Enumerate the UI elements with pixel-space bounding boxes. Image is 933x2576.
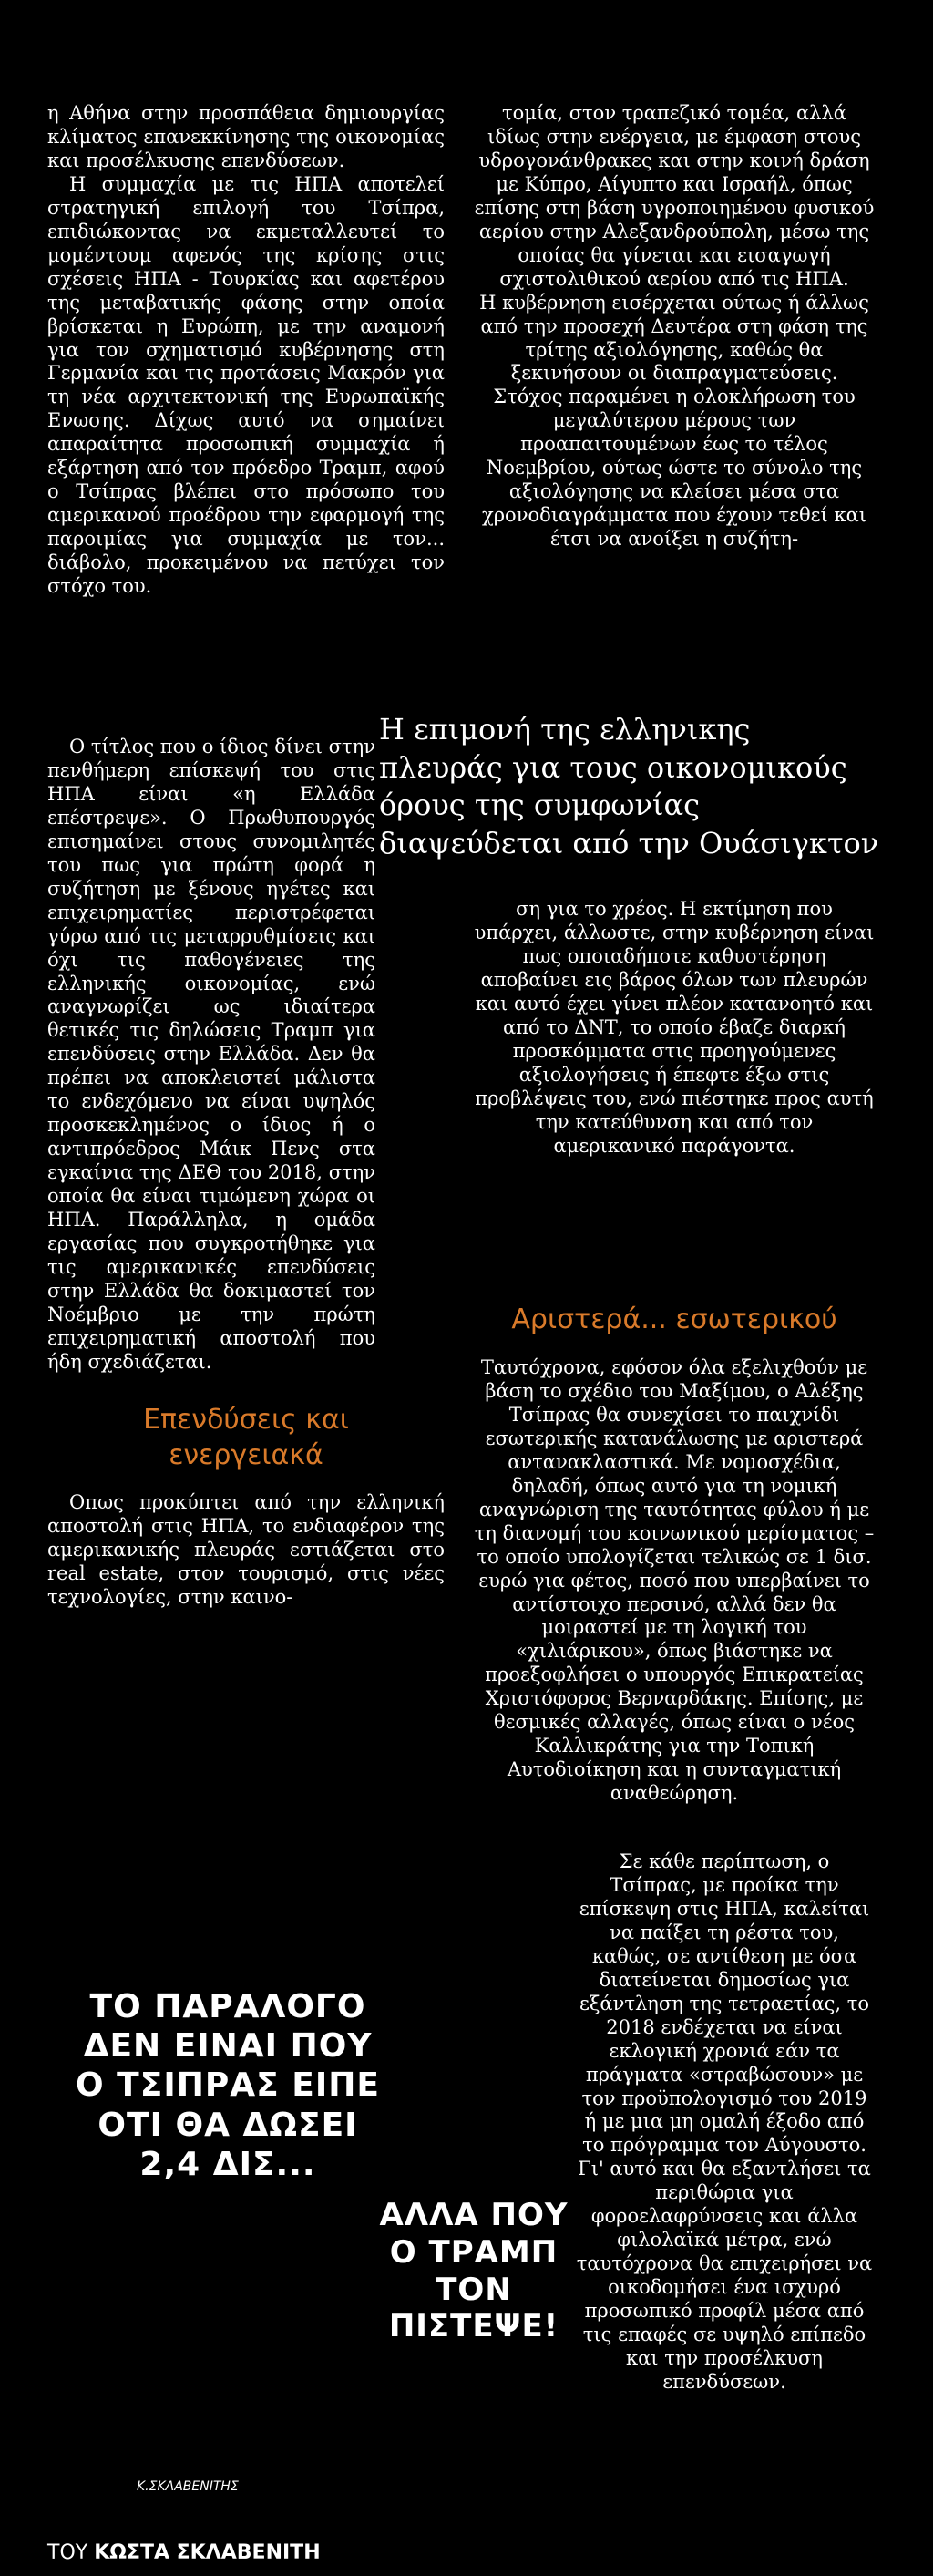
right-column-bottom [474, 1356, 875, 1806]
pull-quote: Η επιμονή της ελληνικης πλευράς για τους οικονομικούς όρους της συμφωνίας διαψεύδεται από την Ουάσιγκτον [379, 712, 879, 860]
bubble-line: ΤΟ ΠΑΡΑΛΟΓΟ [89, 1988, 366, 2025]
right-column-top [474, 102, 875, 551]
bubble-line: Ο ΤΣΙΠΡΑΣ ΕΙΠΕ [76, 2066, 380, 2105]
byline [47, 2541, 321, 2564]
paragraph: τομία, στον τραπεζικό τομέα, αλλά ιδίως στην ενέργεια, με έμφαση στους υδρογονάνθρακες και στην κοινή δράση με Κύπρο, Αίγυπτο και Ισραήλ, όπως επίσης στη βάση υγροποιημένου φυσικού αερίου στην Αλεξανδρούπολη, μέσω της οποίας θα γίνεται και εισαγωγή σχιστολιθικού αερίου από τις ΗΠΑ. [474, 102, 875, 290]
cartoon [36, 1987, 574, 2534]
cartoon-signature: Κ.ΣΚΛΑΒΕΝΙΤΗΣ [137, 2479, 239, 2494]
paragraph: Οπως προκύπτει από την ελληνική αποστολή στις ΗΠΑ, το ενδιαφέρον της αμερικανικής πλευράς εστιάζεται στο real estate, στον τουρισμό, στις νέες τεχνολογίες, στην καινο- [47, 1491, 445, 1608]
subhead-left-domestic: Αριστερά... εσωτερικού [511, 1303, 837, 1335]
left-column-bottom [47, 1491, 445, 1610]
right-column-tail [574, 1850, 875, 2395]
left-column-wrap [47, 736, 375, 1375]
paragraph: Ο τίτλος που ο ίδιος δίνει στην πενθήμερη επίσκεψή του στις ΗΠΑ είναι «η Ελλάδα επέστρεψε». Ο Πρωθυπουργός επισημαίνει στους συνομιλητές του πως για πρώτη φορά η συζήτηση με ξένους ηγέτες και επιχειρηματίες περιστρέφεται γύρω από τις μεταρρυθμίσεις και όχι τις παθογένειες της ελληνικής οικονομίας, ενώ αναγνωρίζει ως ιδιαίτερα θετικές τις δηλώσεις Τραμπ για επενδύσεις στην Ελλάδα. Δεν θα πρέπει να αποκλειστεί μάλιστα το ενδεχόμενο να είναι υψηλός προσκεκλημένος ο ίδιος ή ο αντιπρόεδρος Μάικ Πενς στα εγκαίνια της ΔΕΘ του 2018, στην οποία θα είναι τιμώμενη χώρα οι ΗΠΑ. Παράλληλα, η ομάδα εργασίας που συγκροτήθηκε για τις αμερικανικές επενδύσεις στην Ελλάδα θα δοκιμαστεί τον Νοέμβριο με την πρώτη επιχειρηματική αποστολή που ήδη σχεδιάζεται. [47, 736, 375, 1373]
speech-bubble-left [55, 1987, 401, 2184]
bubble-line: 2,4 ΔΙΣ... [139, 2145, 316, 2183]
byline-author: ΚΩΣΤΑ ΣΚΛΑΒΕΝΙΤΗ [94, 2541, 321, 2564]
bubble-line: Ο ΤΡΑΜΠ [389, 2233, 559, 2271]
right-column-mid [474, 898, 875, 1158]
bubble-line: ΤΟΝ ΠΙΣΤΕΨΕ! [388, 2271, 559, 2345]
speech-bubble-right [364, 2197, 583, 2345]
byline-prefix: ΤΟΥ [47, 2541, 95, 2564]
bubble-line: ΔΕΝ ΕΙΝΑΙ ΠΟΥ [83, 2027, 373, 2066]
paragraph: Η κυβέρνηση εισέρχεται ούτως ή άλλως από την προσεχή Δευτέρα στη φάση της τρίτης αξιολόγησης, καθώς θα ξεκινήσουν οι διαπραγματεύσεις. Στόχος παραμένει η ολοκλήρωση του μεγαλύτερου μέρους των προαπαιτουμένων έως το τέλος Νοεμβρίου, ούτως ώστε το σύνολο της αξιολόγησης να κλείσει μέσα στα χρονοδιαγράμματα που έχουν τεθεί και έτσι να ανοίξει η συζήτη- [479, 291, 869, 551]
paragraph: ση για το χρέος. Η εκτίμηση που υπάρχει, άλλωστε, στην κυβέρνηση είναι πως οποιαδήποτε καθυστέρηση αποβαίνει εις βάρος όλων των πλευρών και αυτό έχει γίνει πλέον κατανοητό και από το ΔΝΤ, το οποίο έβαζε διαρκή προσκόμματα στις προηγούμενες αξιολογήσεις ή έπεφτε έξω στις προβλέψεις του, ενώ πιέστηκε προς αυτή την κατεύθυνση και από τον αμερικανικό παράγοντα. [474, 898, 875, 1157]
paragraph: Ταυτόχρονα, εφόσον όλα εξελιχθούν με βάση το σχέδιο του Μαξίμου, ο Αλέξης Τσίπρας θα συνεχίσει το παιχνίδι εσωτερικής κατανάλωσης με αριστερά αντανακλαστικά. Με νομοσχέδια, δηλαδή, όπως αυτό για τη νομική αναγνώριση της ταυτότητας φύλου ή με τη διανομή του κοινωνικού μερίσματος – το οποίο υπολογίζεται τελικώς σε 1 δισ. ευρώ για φέτος, ποσό που υπερβαίνει το αντίστοιχο περσινό, αλλά δεν θα μοιραστεί με τη λογική του «χιλιάρικου», όπως βιάστηκε να προεξοφλήσει ο υπουργός Επικρατείας Χριστόφορος Βερναρδάκης. Επίσης, με θεσμικές αλλαγές, όπως είναι ο νέος Καλλικράτης για την Τοπική Αυτοδιοίκηση και η συνταγματική αναθεώρηση. [474, 1356, 875, 1805]
bubble-line: ΟΤΙ ΘΑ ΔΩΣΕΙ [97, 2106, 358, 2144]
left-column-top [47, 102, 445, 599]
paragraph: Η συμμαχία με τις ΗΠΑ αποτελεί στρατηγική επιλογή του Τσίπρα, επιδιώκοντας να εκμεταλλευτεί το μομέντουμ αφενός της κρίσης στις σχέσεις ΗΠΑ - Τουρκίας και αφετέρου της μεταβατικής φάσης στην οποία βρίσκεται η Ευρώπη, με την αναμονή για τον σχηματισμό κυβέρνησης στη Γερμανία και τις προτάσεις Μακρόν για τη νέα αρχιτεκτονική της Ευρωπαϊκής Ενωσης. Δίχως αυτό να σημαίνει απαραίτητα προσωπική συμμαχία ή εξάρτηση από τον πρόεδρο Τραμπ, αφού ο Τσίπρας βλέπει στο πρόσωπο του αμερικανού προέδρου την εφαρμογή της παροιμίας για συμμαχία με τον... διάβολο, προκειμένου να πετύχει τον στόχο του. [47, 172, 445, 598]
paragraph: Σε κάθε περίπτωση, ο Τσίπρας, με προίκα την επίσκεψη στις ΗΠΑ, καλείται να παίξει τη ρέστα του, καθώς, σε αντίθεση με όσα διατείνεται δημοσίως για εξάντληση της τετραετίας, το 2018 ενδέχεται να είναι εκλογική χρονιά εάν τα πράγματα «στραβώσουν» με τον προϋπολογισμό του 2019 ή με μια μη ομαλή έξοδο από το πρόγραμμα τον Αύγουστο. Γι' αυτό και θα εξαντλήσει τα περιθώρια για φοροελαφρύνσεις και άλλα φιλολαϊκά μέτρα, ενώ ταυτόχρονα θα επιχειρήσει να οικοδομήσει ένα ισχυρό προσωπικό προφίλ μέσα από τις επαφές σε υψηλό επίπεδο και την προσέλκυση επενδύσεων. [576, 1850, 873, 2393]
paragraph: η Αθήνα στην προσπάθεια δημιουργίας κλίματος επανεκκίνησης της οικονομίας και προσέλκυσης επενδύσεων. [47, 102, 445, 171]
subhead-investments: Επενδύσεις και ενεργειακά [143, 1404, 349, 1471]
bubble-line: ΑΛΛΑ ΠΟΥ [379, 2197, 569, 2233]
